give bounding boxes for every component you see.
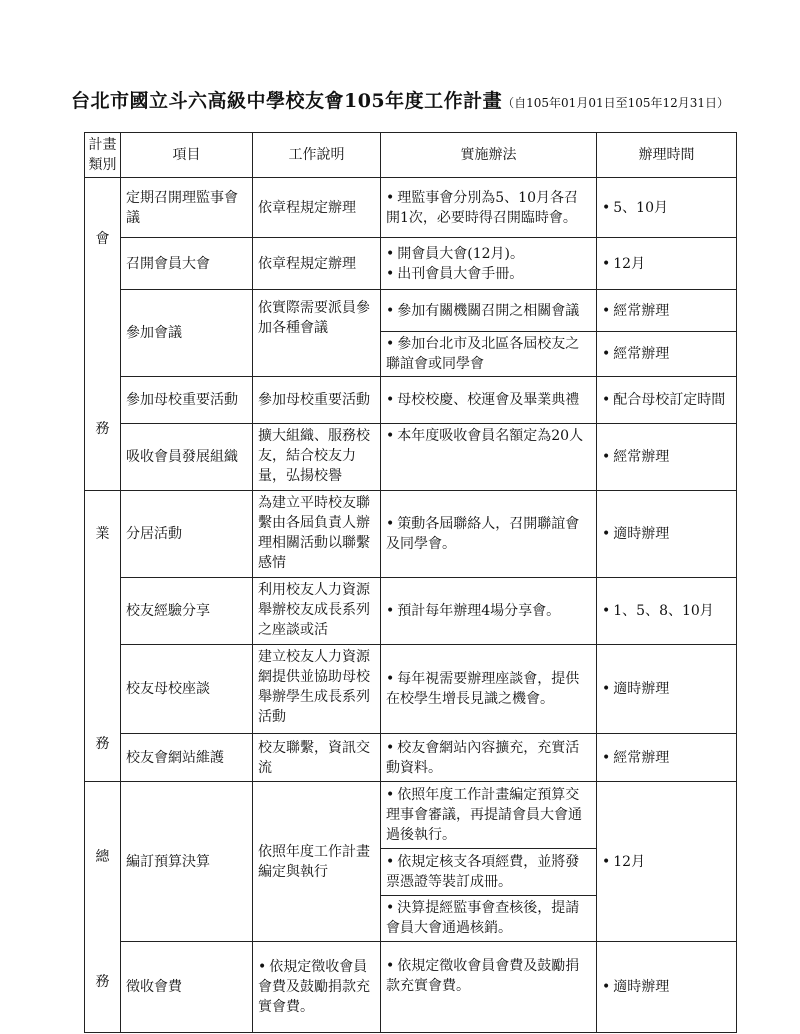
desc-cell: 依照年度工作計畫編定與執行 — [253, 782, 381, 942]
time-text: • 1、5、8、10月 — [602, 603, 714, 619]
table-row — [85, 290, 737, 332]
time-text: • 適時辦理 — [602, 681, 669, 697]
work-plan-table — [84, 132, 737, 1033]
category-cell — [85, 491, 121, 782]
method-cell — [381, 578, 597, 645]
table-row — [85, 178, 737, 238]
time-cell — [597, 578, 737, 645]
category-char: 務 — [95, 974, 110, 990]
method-cell — [381, 377, 597, 424]
desc-cell — [253, 578, 381, 645]
title-main: 台北市國立斗六高級中學校友會105年度工作計畫 — [70, 90, 503, 112]
desc-cell: 依章程規定辦理 — [253, 238, 381, 290]
method-text: • 開會員大會(12月)。 — [386, 244, 591, 264]
time-text: • 適時辦理 — [602, 979, 669, 995]
time-text: • 經常辦理 — [602, 449, 669, 465]
header-method: 實施辦法 — [381, 133, 597, 178]
method-cell — [381, 645, 597, 734]
method-cell — [381, 290, 597, 332]
category-cell — [85, 782, 121, 1033]
method-text: • 策動各屆聯絡人，召開聯誼會及同學會。 — [386, 516, 579, 552]
time-text: • 經常辦理 — [602, 750, 669, 766]
method-cell — [381, 895, 597, 941]
item-cell: 校友母校座談 — [121, 645, 253, 734]
desc-cell — [253, 491, 381, 578]
time-text: • 適時辦理 — [602, 526, 669, 542]
item-cell: 吸收會員發展組織 — [121, 424, 253, 491]
method-text: • 依規定核支各項經費，並將發票憑證等裝訂成冊。 — [386, 854, 579, 890]
table-row — [85, 238, 737, 290]
category-cell — [85, 178, 121, 491]
header-row — [85, 133, 737, 178]
method-cell — [381, 424, 597, 491]
method-cell — [381, 782, 597, 849]
time-cell — [597, 377, 737, 424]
method-text: • 出刊會員大會手冊。 — [386, 264, 591, 284]
desc-cell: 校友聯繫，資訊交流 — [253, 734, 381, 782]
item-cell: 徵收會費 — [121, 942, 253, 1033]
desc-cell: 依實際需要派員參加各種會議 — [253, 290, 381, 377]
category-char: 總 — [95, 849, 110, 865]
desc-cell: 依章程規定辦理 — [253, 178, 381, 238]
method-text: • 依規定徵收會員會費及鼓勵捐款充實會費。 — [386, 958, 579, 994]
table-row — [85, 782, 737, 849]
item-cell: 編訂預算決算 — [121, 782, 253, 942]
item-cell: 參加會議 — [121, 290, 253, 377]
method-text: • 參加台北市及北區各屆校友之聯誼會或同學會 — [386, 336, 579, 372]
method-cell — [381, 238, 597, 290]
method-text: • 每年視需要辦理座談會，提供在校學生增長見識之機會。 — [386, 671, 579, 707]
method-text: • 理監事會分別為5、10月各召開1次，必要時得召開臨時會。 — [386, 190, 578, 226]
item-cell: 校友會網站維護 — [121, 734, 253, 782]
time-cell — [597, 782, 737, 942]
desc-text: 擴大組織、服務校友，結合校友力量，弘揚校譽 — [258, 428, 370, 484]
item-cell: 定期召開理監事會議 — [121, 178, 253, 238]
time-text: • 經常辦理 — [602, 303, 669, 319]
table-row — [85, 645, 737, 734]
time-cell — [597, 332, 737, 377]
time-text: • 配合母校訂定時間 — [602, 392, 725, 408]
method-cell — [381, 734, 597, 782]
time-cell — [597, 645, 737, 734]
item-cell: 參加母校重要活動 — [121, 377, 253, 424]
table-row — [85, 942, 737, 1033]
time-cell — [597, 424, 737, 491]
method-text: • 依照年度工作計畫編定預算交理事會審議，再提請會員大會通過後執行。 — [386, 787, 582, 843]
document-title — [0, 86, 800, 113]
item-cell: 分居活動 — [121, 491, 253, 578]
time-text: • 12月 — [602, 854, 645, 870]
desc-text: 建立校友人力資源網提供並協助母校舉辦學生成長系列活動 — [258, 649, 370, 725]
desc-text: • 依規定徵收會員會費及鼓勵捐款充實會費。 — [258, 959, 370, 1015]
time-cell — [597, 290, 737, 332]
table-row — [85, 491, 737, 578]
method-text: • 決算提經監事會查核後，提請會員大會通過核銷。 — [386, 900, 579, 936]
desc-cell — [253, 645, 381, 734]
item-cell: 召開會員大會 — [121, 238, 253, 290]
method-cell — [381, 942, 597, 1033]
desc-cell — [253, 942, 381, 1033]
time-text: • 5、10月 — [602, 200, 668, 216]
category-char: 務 — [95, 736, 110, 752]
header-category: 計畫類別 — [85, 133, 121, 178]
time-cell — [597, 942, 737, 1033]
method-text: • 參加有關機關召開之相關會議 — [386, 303, 579, 319]
desc-cell: 參加母校重要活動 — [253, 377, 381, 424]
category-char: 業 — [95, 526, 110, 542]
method-cell — [381, 491, 597, 578]
time-cell — [597, 734, 737, 782]
category-char: 務 — [95, 421, 110, 437]
method-cell — [381, 849, 597, 895]
time-cell — [597, 491, 737, 578]
method-text: • 預計每年辦理4場分享會。 — [386, 603, 560, 619]
header-description: 工作說明 — [253, 133, 381, 178]
method-text: • 本年度吸收會員名額定為20人 — [386, 428, 583, 444]
method-cell — [381, 332, 597, 377]
desc-cell — [253, 424, 381, 491]
method-cell — [381, 178, 597, 238]
time-text: • 經常辦理 — [602, 346, 669, 362]
item-cell: 校友經驗分享 — [121, 578, 253, 645]
desc-text: 利用校友人力資源舉辦校友成長系列之座談或活 — [258, 582, 370, 638]
table-row — [85, 424, 737, 491]
method-text: • 母校校慶、校運會及畢業典禮 — [386, 392, 579, 408]
title-period: （自105年01月01日至105年12月31日） — [502, 96, 730, 110]
table-row — [85, 734, 737, 782]
category-char: 會 — [95, 231, 110, 247]
time-cell — [597, 238, 737, 290]
time-text: • 12月 — [602, 256, 645, 272]
desc-text: 為建立平時校友聯繫由各屆負責人辦理相關活動以聯繫感情 — [258, 495, 370, 571]
time-cell — [597, 178, 737, 238]
header-item: 項目 — [121, 133, 253, 178]
method-text: • 校友會網站內容擴充，充實活動資料。 — [386, 740, 579, 776]
table-row — [85, 578, 737, 645]
header-time: 辦理時間 — [597, 133, 737, 178]
table-row — [85, 377, 737, 424]
